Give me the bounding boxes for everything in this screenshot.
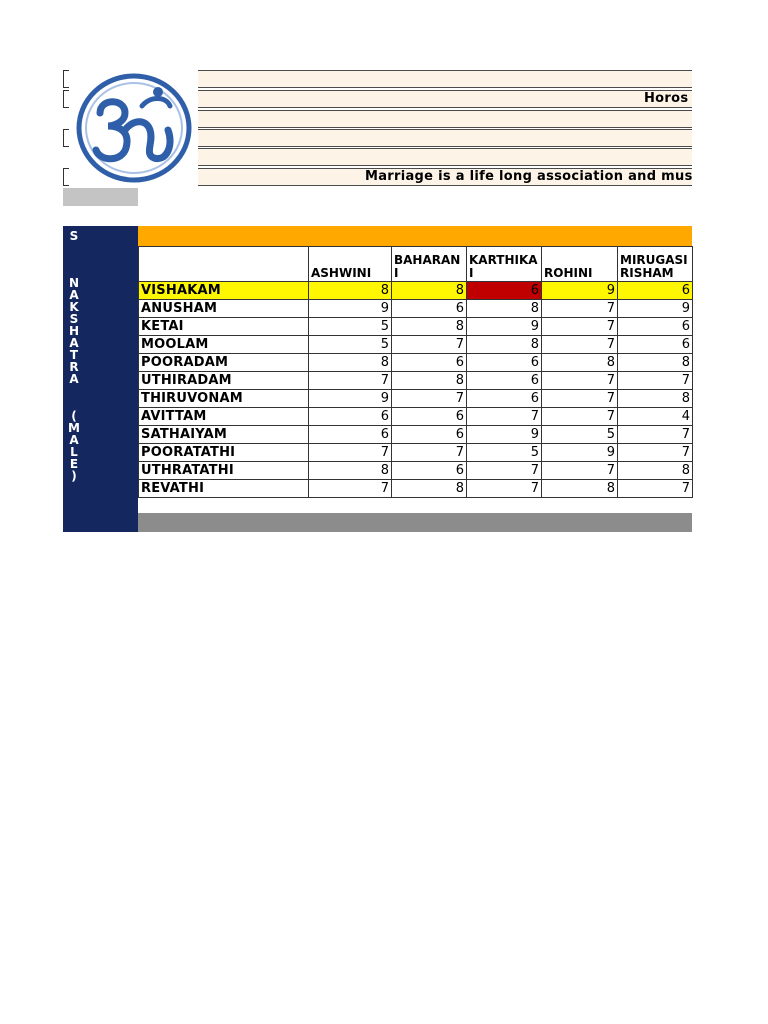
score-cell[interactable]: 7 xyxy=(618,426,693,444)
score-cell[interactable]: 9 xyxy=(618,300,693,318)
score-cell[interactable]: 7 xyxy=(467,480,542,498)
table-row[interactable] xyxy=(139,300,693,318)
score-cell[interactable]: 7 xyxy=(618,372,693,390)
score-cell[interactable]: 5 xyxy=(309,318,392,336)
side-letter: M xyxy=(68,421,80,435)
column-header: BAHARAN I xyxy=(392,247,467,282)
nakshatra-name: KETAI xyxy=(139,318,309,336)
header-line-3 xyxy=(198,110,692,128)
table-body xyxy=(139,282,693,498)
table-row[interactable] xyxy=(139,282,693,300)
nakshatra-name: REVATHI xyxy=(139,480,309,498)
column-header: ROHINI xyxy=(542,247,618,282)
score-cell[interactable]: 8 xyxy=(392,282,467,300)
side-letter: K xyxy=(69,300,79,314)
score-cell[interactable]: 8 xyxy=(309,282,392,300)
score-cell[interactable]: 7 xyxy=(467,462,542,480)
page-title: Horos xyxy=(644,91,689,106)
score-cell[interactable]: 8 xyxy=(309,462,392,480)
header-bracket-1 xyxy=(63,70,69,88)
score-cell[interactable]: 6 xyxy=(309,408,392,426)
score-cell[interactable]: 6 xyxy=(392,354,467,372)
score-cell[interactable]: 5 xyxy=(309,336,392,354)
header-bracket-4 xyxy=(63,168,69,186)
column-header: ASHWINI xyxy=(309,247,392,282)
row-label-header xyxy=(139,247,309,282)
score-cell[interactable]: 7 xyxy=(542,372,618,390)
nakshatra-name: POORATATHI xyxy=(139,444,309,462)
score-cell[interactable]: 7 xyxy=(309,480,392,498)
table-row[interactable] xyxy=(139,390,693,408)
table-row[interactable] xyxy=(139,462,693,480)
nakshatra-name: UTHIRADAM xyxy=(139,372,309,390)
score-cell[interactable]: 8 xyxy=(392,372,467,390)
score-cell[interactable]: 9 xyxy=(467,318,542,336)
table-row[interactable] xyxy=(139,318,693,336)
score-cell[interactable]: 7 xyxy=(542,408,618,426)
header-line-2 xyxy=(198,90,692,108)
tagline: Marriage is a life long association and mus xyxy=(365,169,693,184)
side-top-letter: S xyxy=(69,229,79,243)
score-cell[interactable]: 6 xyxy=(392,426,467,444)
score-cell[interactable]: 8 xyxy=(542,354,618,372)
score-cell[interactable]: 8 xyxy=(309,354,392,372)
score-cell[interactable]: 8 xyxy=(467,300,542,318)
score-cell[interactable]: 7 xyxy=(618,480,693,498)
side-letter: A xyxy=(69,336,79,350)
score-cell[interactable]: 7 xyxy=(467,408,542,426)
nakshatra-name: SATHAIYAM xyxy=(139,426,309,444)
nakshatra-name: MOOLAM xyxy=(139,336,309,354)
score-cell[interactable]: 6 xyxy=(618,318,693,336)
header-bracket-2 xyxy=(63,90,69,108)
side-letter: ) xyxy=(71,469,77,483)
side-letter: R xyxy=(69,360,79,374)
side-letter: A xyxy=(69,372,79,386)
score-cell[interactable]: 6 xyxy=(392,408,467,426)
score-cell[interactable]: 7 xyxy=(392,390,467,408)
score-cell[interactable]: 7 xyxy=(392,444,467,462)
om-logo xyxy=(70,68,198,188)
compatibility-table xyxy=(138,246,693,498)
header-line-1 xyxy=(198,70,692,88)
table-row[interactable] xyxy=(139,336,693,354)
side-letter: A xyxy=(69,288,79,302)
table-row[interactable] xyxy=(139,426,693,444)
score-cell[interactable]: 9 xyxy=(542,444,618,462)
nakshatra-name: VISHAKAM xyxy=(139,282,309,300)
column-header: KARTHIKA I xyxy=(467,247,542,282)
side-letter: S xyxy=(69,312,79,326)
score-cell[interactable]: 6 xyxy=(618,336,693,354)
table-row[interactable] xyxy=(139,480,693,498)
column-header: MIRUGASI RISHAM xyxy=(618,247,693,282)
score-cell[interactable]: 7 xyxy=(618,444,693,462)
score-cell[interactable]: 7 xyxy=(542,336,618,354)
score-cell[interactable]: 8 xyxy=(392,480,467,498)
side-letter: ( xyxy=(71,409,77,423)
score-cell[interactable]: 6 xyxy=(392,462,467,480)
nakshatra-name: ANUSHAM xyxy=(139,300,309,318)
score-cell[interactable]: 6 xyxy=(467,282,542,300)
score-cell[interactable]: 6 xyxy=(618,282,693,300)
score-cell[interactable]: 6 xyxy=(467,354,542,372)
table-row[interactable] xyxy=(139,372,693,390)
score-cell[interactable]: 6 xyxy=(309,426,392,444)
score-cell[interactable]: 8 xyxy=(618,462,693,480)
side-letter: L xyxy=(70,445,78,459)
score-cell[interactable]: 8 xyxy=(467,336,542,354)
score-cell[interactable]: 8 xyxy=(392,318,467,336)
score-cell[interactable]: 4 xyxy=(618,408,693,426)
header-line-5 xyxy=(198,148,692,166)
score-cell[interactable]: 7 xyxy=(309,372,392,390)
score-cell[interactable]: 9 xyxy=(309,390,392,408)
side-letter: H xyxy=(68,324,80,338)
score-cell[interactable]: 7 xyxy=(542,462,618,480)
orange-header-bar xyxy=(138,226,692,247)
score-cell[interactable]: 7 xyxy=(309,444,392,462)
nakshatra-name: UTHRATATHI xyxy=(139,462,309,480)
nakshatra-name: POORADAM xyxy=(139,354,309,372)
score-cell[interactable]: 8 xyxy=(542,480,618,498)
score-cell[interactable]: 7 xyxy=(542,318,618,336)
score-cell[interactable]: 6 xyxy=(467,372,542,390)
side-letter: E xyxy=(69,457,79,471)
score-cell[interactable]: 7 xyxy=(542,390,618,408)
header-row xyxy=(139,247,693,282)
nakshatra-name: AVITTAM xyxy=(139,408,309,426)
score-cell[interactable]: 7 xyxy=(392,336,467,354)
table-row[interactable] xyxy=(139,354,693,372)
score-cell[interactable]: 8 xyxy=(618,390,693,408)
grey-footer-bar xyxy=(138,513,692,532)
side-letter: T xyxy=(69,348,79,362)
score-cell[interactable]: 6 xyxy=(392,300,467,318)
table-row[interactable] xyxy=(139,444,693,462)
score-cell[interactable]: 5 xyxy=(542,426,618,444)
score-cell[interactable]: 8 xyxy=(618,354,693,372)
score-cell[interactable]: 9 xyxy=(467,426,542,444)
score-cell[interactable]: 9 xyxy=(542,282,618,300)
table-row[interactable] xyxy=(139,408,693,426)
score-cell[interactable]: 9 xyxy=(309,300,392,318)
header-line-4 xyxy=(198,129,692,147)
nakshatra-male-label xyxy=(63,226,138,532)
nakshatra-name: THIRUVONAM xyxy=(139,390,309,408)
grey-header-cell xyxy=(63,188,138,206)
score-cell[interactable]: 6 xyxy=(467,390,542,408)
score-cell[interactable]: 7 xyxy=(542,300,618,318)
side-letter: N xyxy=(68,276,80,290)
score-cell[interactable]: 5 xyxy=(467,444,542,462)
header-bracket-3 xyxy=(63,129,69,147)
side-letter: A xyxy=(69,433,79,447)
